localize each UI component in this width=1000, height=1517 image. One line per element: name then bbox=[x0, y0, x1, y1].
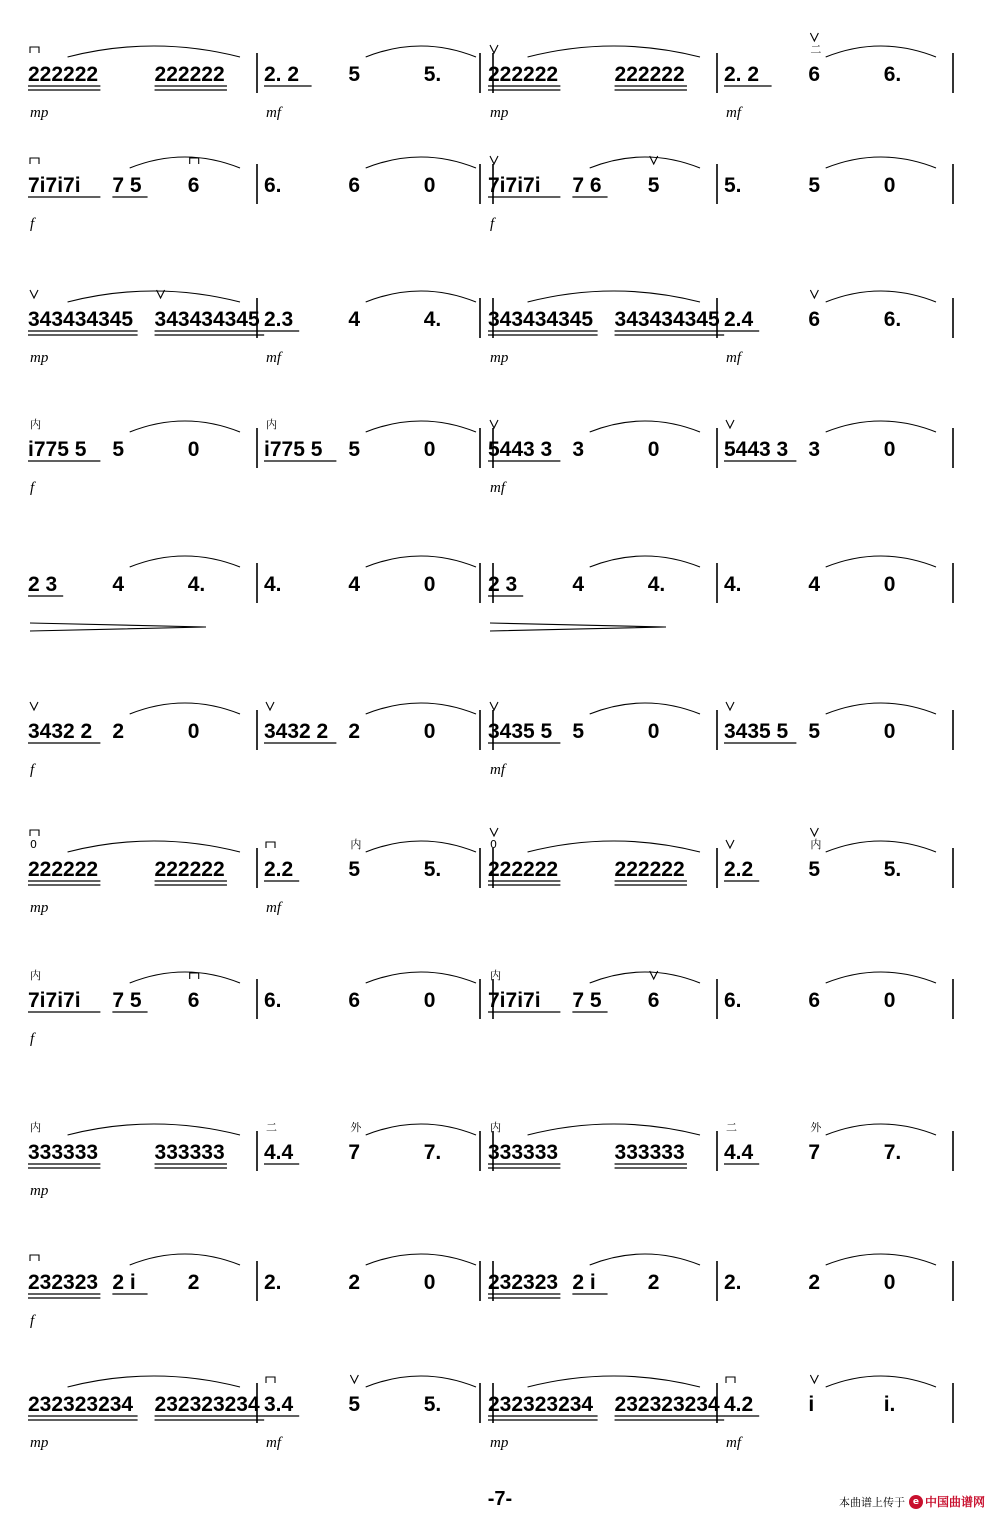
down-bow-icon bbox=[190, 158, 199, 164]
slur bbox=[68, 1124, 240, 1135]
note-group: 4. bbox=[187, 573, 206, 596]
fingering-mark: 0 bbox=[30, 838, 37, 851]
fingering-mark: 内 bbox=[30, 969, 41, 982]
slur bbox=[366, 1376, 476, 1387]
dynamic-marking: mp bbox=[30, 105, 49, 121]
slur bbox=[130, 421, 240, 432]
slur bbox=[590, 157, 700, 168]
fingering-mark: 内 bbox=[810, 838, 822, 851]
slur bbox=[528, 1376, 700, 1387]
note-group: 3 bbox=[808, 438, 821, 461]
note-group: 2. 2 bbox=[724, 63, 760, 86]
up-bow-icon bbox=[810, 828, 818, 836]
note-group: 6 bbox=[647, 989, 660, 1012]
fingering-mark: 内 bbox=[490, 969, 501, 982]
fingering-mark: 二 bbox=[810, 43, 822, 56]
note-group: 7 6 bbox=[572, 174, 602, 197]
slur bbox=[68, 46, 240, 57]
note-group: 7i7i7i bbox=[28, 989, 81, 1012]
note-group: 7 bbox=[808, 1141, 821, 1164]
note-group: 3435 5 bbox=[724, 720, 789, 743]
note-group: 7. bbox=[883, 1141, 902, 1164]
note-group: 5 bbox=[572, 720, 585, 743]
note-group: 5. bbox=[883, 858, 902, 881]
note-group: 2.3 bbox=[264, 308, 294, 331]
note-group: 2.4 bbox=[724, 308, 754, 331]
note-group: 0 bbox=[423, 989, 436, 1012]
note-group: 7i7i7i bbox=[28, 174, 81, 197]
note-group: 4. bbox=[264, 573, 282, 596]
slur bbox=[590, 703, 700, 714]
up-bow-icon bbox=[726, 702, 734, 710]
dynamic-marking: mf bbox=[726, 1435, 741, 1451]
dynamic-marking: mf bbox=[266, 900, 281, 916]
diminuendo-hairpin bbox=[30, 623, 206, 631]
dynamic-marking: mf bbox=[266, 105, 281, 121]
note-group: 6 bbox=[808, 63, 821, 86]
dynamic-marking: f bbox=[30, 216, 35, 232]
note-group: 0 bbox=[423, 438, 436, 461]
note-group: 2 3 bbox=[28, 573, 58, 596]
note-group: 0 bbox=[883, 1271, 896, 1294]
note-group: 4.4 bbox=[264, 1141, 294, 1164]
note-group: 0 bbox=[187, 438, 200, 461]
slur bbox=[826, 46, 936, 57]
dynamic-marking: f bbox=[490, 216, 495, 232]
note-group: 5. bbox=[423, 63, 442, 86]
dynamic-marking: mp bbox=[30, 350, 49, 366]
up-bow-icon bbox=[490, 702, 498, 710]
dynamic-marking: f bbox=[30, 480, 35, 496]
slur bbox=[366, 157, 476, 168]
note-group: 0 bbox=[647, 438, 660, 461]
note-group: 5. bbox=[724, 174, 742, 197]
slur bbox=[826, 841, 936, 852]
up-bow-icon bbox=[726, 420, 734, 428]
note-group: 5443 3 bbox=[488, 438, 553, 461]
slur bbox=[590, 556, 700, 567]
note-group: 333333 bbox=[28, 1141, 99, 1164]
fingering-mark: 外 bbox=[350, 1121, 362, 1134]
note-group: 5 bbox=[112, 438, 125, 461]
note-group: 232323234 bbox=[28, 1393, 134, 1416]
slur bbox=[366, 1124, 476, 1135]
note-group: 5 bbox=[647, 174, 660, 197]
note-group: 222222 bbox=[488, 858, 559, 881]
up-bow-icon bbox=[810, 1375, 818, 1383]
note-group: 343434345 bbox=[154, 308, 260, 331]
up-bow-icon bbox=[30, 702, 38, 710]
note-group: 6 bbox=[348, 174, 361, 197]
up-bow-icon bbox=[30, 290, 38, 298]
note-group: 5. bbox=[423, 1393, 442, 1416]
dynamic-marking: mp bbox=[490, 1435, 509, 1451]
up-bow-icon bbox=[810, 33, 818, 41]
slur bbox=[826, 703, 936, 714]
dynamic-marking: mf bbox=[266, 350, 281, 366]
site-logo[interactable] bbox=[909, 1493, 986, 1510]
slur bbox=[130, 556, 240, 567]
fingering-mark: 外 bbox=[810, 1121, 822, 1134]
note-group: 0 bbox=[883, 989, 896, 1012]
note-group: 6 bbox=[808, 308, 821, 331]
dynamic-marking: f bbox=[30, 762, 35, 778]
note-group: 4. bbox=[423, 308, 442, 331]
note-group: 4. bbox=[724, 573, 742, 596]
note-group: 2 3 bbox=[488, 573, 518, 596]
slur bbox=[366, 703, 476, 714]
note-group: 7 bbox=[348, 1141, 361, 1164]
note-group: 3432 2 bbox=[28, 720, 93, 743]
note-group: 7. bbox=[423, 1141, 442, 1164]
fingering-mark: 内 bbox=[30, 1121, 41, 1134]
slur bbox=[528, 291, 700, 302]
logo-mark-icon: e bbox=[909, 1495, 923, 1509]
note-group: 2 bbox=[187, 1271, 200, 1294]
slur bbox=[590, 421, 700, 432]
down-bow-icon bbox=[30, 158, 39, 164]
note-group: 7i7i7i bbox=[488, 174, 541, 197]
note-group: 2. 2 bbox=[264, 63, 300, 86]
note-group: 5 bbox=[808, 720, 821, 743]
down-bow-icon bbox=[30, 47, 39, 53]
slur bbox=[528, 46, 700, 57]
dynamic-marking: mp bbox=[490, 105, 509, 121]
note-group: 3432 2 bbox=[264, 720, 329, 743]
note-group: 2 bbox=[348, 720, 361, 743]
dynamic-marking: mp bbox=[30, 1183, 49, 1199]
note-group: 5 bbox=[808, 174, 821, 197]
note-group: 222222 bbox=[614, 858, 685, 881]
note-group: 2 bbox=[348, 1271, 361, 1294]
down-bow-icon bbox=[30, 1255, 39, 1261]
note-group: 2 bbox=[647, 1271, 660, 1294]
note-group: i775 5 bbox=[264, 438, 323, 461]
up-bow-icon bbox=[490, 828, 498, 836]
up-bow-icon bbox=[350, 1375, 358, 1383]
note-group: 2. bbox=[724, 1271, 742, 1294]
note-group: 0 bbox=[423, 174, 436, 197]
note-group: 232323 bbox=[488, 1271, 559, 1294]
up-bow-icon bbox=[726, 840, 734, 848]
note-group: 222222 bbox=[488, 63, 559, 86]
down-bow-icon bbox=[30, 830, 39, 836]
note-group: 6 bbox=[187, 989, 200, 1012]
note-group: i775 5 bbox=[28, 438, 87, 461]
dynamic-marking: f bbox=[30, 1313, 35, 1329]
dynamic-marking: mf bbox=[490, 762, 505, 778]
note-group: 232323234 bbox=[154, 1393, 260, 1416]
note-group: 2 bbox=[808, 1271, 821, 1294]
note-group: 343434345 bbox=[488, 308, 594, 331]
note-group: 0 bbox=[647, 720, 660, 743]
up-bow-icon bbox=[490, 156, 498, 164]
slur bbox=[366, 421, 476, 432]
note-group: 333333 bbox=[154, 1141, 225, 1164]
note-group: 4.2 bbox=[724, 1393, 754, 1416]
slur bbox=[130, 972, 240, 983]
note-group: 4. bbox=[647, 573, 666, 596]
slur bbox=[826, 972, 936, 983]
note-group: 0 bbox=[423, 720, 436, 743]
dynamic-marking: mf bbox=[726, 350, 741, 366]
slur bbox=[130, 1254, 240, 1265]
fingering-mark: 内 bbox=[490, 1121, 501, 1134]
note-group: 232323234 bbox=[488, 1393, 594, 1416]
note-group: 6. bbox=[883, 63, 902, 86]
note-group: 3 bbox=[572, 438, 585, 461]
note-group: 333333 bbox=[614, 1141, 685, 1164]
slur bbox=[826, 1124, 936, 1135]
slur bbox=[826, 421, 936, 432]
note-group: 6 bbox=[187, 174, 200, 197]
slur bbox=[130, 703, 240, 714]
dynamic-marking: mf bbox=[490, 480, 505, 496]
slur bbox=[826, 1254, 936, 1265]
note-group: 5 bbox=[348, 858, 361, 881]
note-group: 333333 bbox=[488, 1141, 559, 1164]
slur bbox=[528, 841, 700, 852]
note-group: 222222 bbox=[28, 858, 99, 881]
note-group: i bbox=[808, 1393, 815, 1416]
fingering-mark: 二 bbox=[726, 1121, 737, 1134]
note-group: 7 5 bbox=[572, 989, 602, 1012]
note-group: 4.4 bbox=[724, 1141, 754, 1164]
slur bbox=[590, 1254, 700, 1265]
note-group: 4 bbox=[112, 573, 125, 596]
note-group: 0 bbox=[883, 720, 896, 743]
note-group: 5 bbox=[348, 438, 361, 461]
note-group: i. bbox=[883, 1393, 896, 1416]
footer-uploaded-text: 本曲谱上传于 bbox=[838, 1495, 905, 1509]
note-group: 2. bbox=[264, 1271, 282, 1294]
slur bbox=[826, 556, 936, 567]
fingering-mark: 0 bbox=[490, 838, 497, 851]
diminuendo-hairpin bbox=[490, 623, 666, 631]
note-group: 6. bbox=[724, 989, 742, 1012]
note-group: 6. bbox=[883, 308, 902, 331]
note-group: 0 bbox=[883, 174, 896, 197]
slur bbox=[366, 841, 476, 852]
slur bbox=[826, 1376, 936, 1387]
note-group: 7i7i7i bbox=[488, 989, 541, 1012]
dynamic-marking: f bbox=[30, 1031, 35, 1047]
note-group: 5 bbox=[348, 1393, 361, 1416]
note-group: 6 bbox=[348, 989, 361, 1012]
page-number: -7- bbox=[487, 1488, 513, 1510]
note-group: 0 bbox=[187, 720, 200, 743]
note-group: 5443 3 bbox=[724, 438, 789, 461]
down-bow-icon bbox=[266, 842, 275, 848]
note-group: 2 bbox=[112, 720, 125, 743]
note-group: 0 bbox=[423, 1271, 436, 1294]
note-group: 5 bbox=[808, 858, 821, 881]
note-group: 222222 bbox=[154, 858, 225, 881]
dynamic-marking: mf bbox=[266, 1435, 281, 1451]
note-group: 222222 bbox=[28, 63, 99, 86]
fingering-mark: 内 bbox=[350, 838, 362, 851]
note-group: 0 bbox=[883, 438, 896, 461]
note-group: 5 bbox=[348, 63, 361, 86]
note-group: 343434345 bbox=[28, 308, 134, 331]
note-group: 2.2 bbox=[264, 858, 294, 881]
down-bow-icon bbox=[266, 1377, 275, 1383]
up-bow-icon bbox=[490, 45, 498, 53]
note-group: 0 bbox=[423, 573, 436, 596]
down-bow-icon bbox=[726, 1377, 735, 1383]
note-group: 222222 bbox=[154, 63, 225, 86]
dynamic-marking: mp bbox=[490, 350, 509, 366]
slur bbox=[68, 291, 240, 302]
logo-text: 中国曲谱网 bbox=[924, 1495, 985, 1509]
note-group: 3.4 bbox=[264, 1393, 294, 1416]
slur bbox=[68, 841, 240, 852]
slur bbox=[366, 1254, 476, 1265]
slur bbox=[826, 291, 936, 302]
note-group: 6. bbox=[264, 174, 282, 197]
note-group: 6. bbox=[264, 989, 282, 1012]
note-group: 2.2 bbox=[724, 858, 754, 881]
footer-upload-note bbox=[839, 1493, 986, 1510]
dynamic-marking: mf bbox=[726, 105, 741, 121]
note-group: 5. bbox=[423, 858, 442, 881]
up-bow-icon bbox=[810, 290, 818, 298]
note-group: 0 bbox=[883, 573, 896, 596]
note-group: 4 bbox=[572, 573, 585, 596]
note-group: 3435 5 bbox=[488, 720, 553, 743]
note-group: 7 5 bbox=[112, 989, 142, 1012]
dynamic-marking: mp bbox=[30, 900, 49, 916]
slur bbox=[366, 556, 476, 567]
slur bbox=[366, 46, 476, 57]
up-bow-icon bbox=[490, 420, 498, 428]
note-group: 4 bbox=[808, 573, 821, 596]
fingering-mark: 内 bbox=[30, 418, 41, 431]
slur bbox=[590, 972, 700, 983]
note-group: 2 i bbox=[112, 1271, 136, 1294]
note-group: 232323234 bbox=[614, 1393, 720, 1416]
up-bow-icon bbox=[266, 702, 274, 710]
slur bbox=[528, 1124, 700, 1135]
slur bbox=[366, 972, 476, 983]
slur bbox=[130, 157, 240, 168]
dynamic-marking: mp bbox=[30, 1435, 49, 1451]
slur bbox=[826, 157, 936, 168]
slur bbox=[68, 1376, 240, 1387]
fingering-mark: 内 bbox=[266, 418, 277, 431]
slur bbox=[366, 291, 476, 302]
note-group: 2 i bbox=[572, 1271, 596, 1294]
note-group: 343434345 bbox=[614, 308, 720, 331]
note-group: 6 bbox=[808, 989, 821, 1012]
note-group: 7 5 bbox=[112, 174, 142, 197]
note-group: 4 bbox=[348, 308, 361, 331]
note-group: 222222 bbox=[614, 63, 685, 86]
note-group: 4 bbox=[348, 573, 361, 596]
fingering-mark: 二 bbox=[266, 1121, 277, 1134]
down-bow-icon bbox=[190, 973, 199, 979]
note-group: 232323 bbox=[28, 1271, 99, 1294]
